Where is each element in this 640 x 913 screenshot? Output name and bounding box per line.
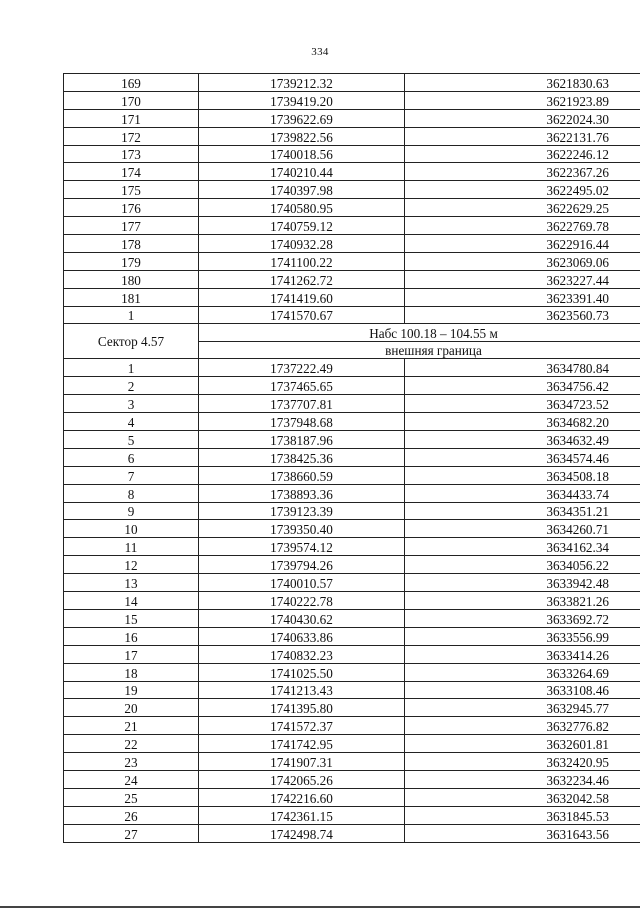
table-row bbox=[64, 735, 640, 753]
y-coordinate: 3623560.73 bbox=[405, 306, 640, 324]
point-number: 180 bbox=[64, 270, 199, 288]
table-row bbox=[64, 592, 640, 610]
y-coordinate: 3632945.77 bbox=[405, 699, 640, 717]
y-coordinate: 3634056.22 bbox=[405, 556, 640, 574]
point-number: 181 bbox=[64, 288, 199, 306]
y-coordinate: 3633942.48 bbox=[405, 574, 640, 592]
y-coordinate: 3631643.56 bbox=[405, 824, 640, 842]
y-coordinate: 3633556.99 bbox=[405, 627, 640, 645]
table-row bbox=[64, 288, 640, 306]
x-coordinate: 1740430.62 bbox=[199, 609, 405, 627]
x-coordinate: 1741100.22 bbox=[199, 252, 405, 270]
point-number: 2 bbox=[64, 377, 199, 395]
table-row bbox=[64, 699, 640, 717]
table-row bbox=[64, 556, 640, 574]
y-coordinate: 3623391.40 bbox=[405, 288, 640, 306]
point-number: 176 bbox=[64, 199, 199, 217]
x-coordinate: 1742361.15 bbox=[199, 806, 405, 824]
table-row bbox=[64, 270, 640, 288]
point-number: 179 bbox=[64, 252, 199, 270]
table-row bbox=[64, 109, 640, 127]
y-coordinate: 3633821.26 bbox=[405, 592, 640, 610]
y-coordinate: 3633692.72 bbox=[405, 609, 640, 627]
x-coordinate: 1741395.80 bbox=[199, 699, 405, 717]
y-coordinate: 3631845.53 bbox=[405, 806, 640, 824]
y-coordinate: 3634433.74 bbox=[405, 484, 640, 502]
x-coordinate: 1741572.37 bbox=[199, 717, 405, 735]
point-number: 21 bbox=[64, 717, 199, 735]
x-coordinate: 1741419.60 bbox=[199, 288, 405, 306]
table-row bbox=[64, 484, 640, 502]
x-coordinate: 1740932.28 bbox=[199, 235, 405, 253]
point-number: 20 bbox=[64, 699, 199, 717]
y-coordinate: 3632042.58 bbox=[405, 788, 640, 806]
x-coordinate: 1739622.69 bbox=[199, 109, 405, 127]
table-row bbox=[64, 663, 640, 681]
y-coordinate: 3634632.49 bbox=[405, 431, 640, 449]
point-number: 9 bbox=[64, 502, 199, 520]
x-coordinate: 1740397.98 bbox=[199, 181, 405, 199]
table-row bbox=[64, 753, 640, 771]
x-coordinate: 1741025.50 bbox=[199, 663, 405, 681]
y-coordinate: 3632234.46 bbox=[405, 770, 640, 788]
point-number: 7 bbox=[64, 466, 199, 484]
table-row bbox=[64, 199, 640, 217]
x-coordinate: 1741742.95 bbox=[199, 735, 405, 753]
table-row bbox=[64, 681, 640, 699]
y-coordinate: 3622916.44 bbox=[405, 235, 640, 253]
point-number: 23 bbox=[64, 753, 199, 771]
y-coordinate: 3622769.78 bbox=[405, 217, 640, 235]
point-number: 25 bbox=[64, 788, 199, 806]
table-row bbox=[64, 235, 640, 253]
x-coordinate: 1740222.78 bbox=[199, 592, 405, 610]
x-coordinate: 1740210.44 bbox=[199, 163, 405, 181]
table-row bbox=[64, 431, 640, 449]
table-row bbox=[64, 770, 640, 788]
point-number: 169 bbox=[64, 74, 199, 92]
y-coordinate: 3633264.69 bbox=[405, 663, 640, 681]
x-coordinate: 1740832.23 bbox=[199, 645, 405, 663]
y-coordinate: 3634162.34 bbox=[405, 538, 640, 556]
table-row bbox=[64, 413, 640, 431]
table-row bbox=[64, 252, 640, 270]
point-number: 11 bbox=[64, 538, 199, 556]
point-number: 14 bbox=[64, 592, 199, 610]
sector-height-label: Набс 100.18 – 104.55 м bbox=[199, 324, 640, 342]
point-number: 8 bbox=[64, 484, 199, 502]
table-row bbox=[64, 466, 640, 484]
table-row bbox=[64, 574, 640, 592]
point-number: 17 bbox=[64, 645, 199, 663]
table-section-top bbox=[64, 74, 640, 324]
point-number: 13 bbox=[64, 574, 199, 592]
y-coordinate: 3622246.12 bbox=[405, 145, 640, 163]
x-coordinate: 1741907.31 bbox=[199, 753, 405, 771]
table-row bbox=[64, 645, 640, 663]
point-number: 24 bbox=[64, 770, 199, 788]
table-row bbox=[64, 609, 640, 627]
table-row bbox=[64, 717, 640, 735]
table-row bbox=[64, 127, 640, 145]
x-coordinate: 1739794.26 bbox=[199, 556, 405, 574]
point-number: 18 bbox=[64, 663, 199, 681]
table-row bbox=[64, 448, 640, 466]
table-row bbox=[64, 806, 640, 824]
x-coordinate: 1739822.56 bbox=[199, 127, 405, 145]
y-coordinate: 3633108.46 bbox=[405, 681, 640, 699]
x-coordinate: 1738187.96 bbox=[199, 431, 405, 449]
sector-header-row bbox=[64, 324, 640, 342]
x-coordinate: 1741262.72 bbox=[199, 270, 405, 288]
x-coordinate: 1740759.12 bbox=[199, 217, 405, 235]
x-coordinate: 1739212.32 bbox=[199, 74, 405, 92]
table-row bbox=[64, 502, 640, 520]
x-coordinate: 1739419.20 bbox=[199, 91, 405, 109]
table-row bbox=[64, 359, 640, 377]
sector-name: Сектор 4.57 bbox=[64, 324, 199, 359]
x-coordinate: 1738660.59 bbox=[199, 466, 405, 484]
point-number: 22 bbox=[64, 735, 199, 753]
y-coordinate: 3634756.42 bbox=[405, 377, 640, 395]
table-row bbox=[64, 627, 640, 645]
table-row bbox=[64, 520, 640, 538]
table-row bbox=[64, 824, 640, 842]
x-coordinate: 1739350.40 bbox=[199, 520, 405, 538]
table-section-bottom bbox=[64, 359, 640, 842]
point-number: 1 bbox=[64, 359, 199, 377]
x-coordinate: 1737707.81 bbox=[199, 395, 405, 413]
y-coordinate: 3622495.02 bbox=[405, 181, 640, 199]
y-coordinate: 3634682.20 bbox=[405, 413, 640, 431]
point-number: 19 bbox=[64, 681, 199, 699]
page-number: 334 bbox=[311, 46, 329, 58]
point-number: 177 bbox=[64, 217, 199, 235]
table-row bbox=[64, 788, 640, 806]
point-number: 16 bbox=[64, 627, 199, 645]
sector-boundary-label: внешняя граница bbox=[199, 341, 640, 359]
table-row bbox=[64, 538, 640, 556]
x-coordinate: 1741570.67 bbox=[199, 306, 405, 324]
x-coordinate: 1737222.49 bbox=[199, 359, 405, 377]
point-number: 172 bbox=[64, 127, 199, 145]
point-number: 5 bbox=[64, 431, 199, 449]
x-coordinate: 1737948.68 bbox=[199, 413, 405, 431]
y-coordinate: 3632601.81 bbox=[405, 735, 640, 753]
y-coordinate: 3634508.18 bbox=[405, 466, 640, 484]
y-coordinate: 3621830.63 bbox=[405, 74, 640, 92]
x-coordinate: 1738893.36 bbox=[199, 484, 405, 502]
x-coordinate: 1742216.60 bbox=[199, 788, 405, 806]
table-row bbox=[64, 181, 640, 199]
y-coordinate: 3634574.46 bbox=[405, 448, 640, 466]
x-coordinate: 1740018.56 bbox=[199, 145, 405, 163]
point-number: 3 bbox=[64, 395, 199, 413]
x-coordinate: 1742498.74 bbox=[199, 824, 405, 842]
y-coordinate: 3634723.52 bbox=[405, 395, 640, 413]
x-coordinate: 1738425.36 bbox=[199, 448, 405, 466]
y-coordinate: 3634780.84 bbox=[405, 359, 640, 377]
x-coordinate: 1741213.43 bbox=[199, 681, 405, 699]
point-number: 4 bbox=[64, 413, 199, 431]
point-number: 1 bbox=[64, 306, 199, 324]
point-number: 10 bbox=[64, 520, 199, 538]
coordinates-table bbox=[63, 73, 640, 843]
table-row bbox=[64, 163, 640, 181]
y-coordinate: 3622024.30 bbox=[405, 109, 640, 127]
table-row bbox=[64, 377, 640, 395]
point-number: 15 bbox=[64, 609, 199, 627]
y-coordinate: 3622367.26 bbox=[405, 163, 640, 181]
y-coordinate: 3621923.89 bbox=[405, 91, 640, 109]
point-number: 175 bbox=[64, 181, 199, 199]
table-row bbox=[64, 145, 640, 163]
point-number: 6 bbox=[64, 448, 199, 466]
point-number: 12 bbox=[64, 556, 199, 574]
table-row bbox=[64, 217, 640, 235]
y-coordinate: 3622629.25 bbox=[405, 199, 640, 217]
point-number: 171 bbox=[64, 109, 199, 127]
x-coordinate: 1740633.86 bbox=[199, 627, 405, 645]
page-bottom-edge bbox=[0, 906, 640, 908]
x-coordinate: 1737465.65 bbox=[199, 377, 405, 395]
point-number: 26 bbox=[64, 806, 199, 824]
point-number: 178 bbox=[64, 235, 199, 253]
table-row bbox=[64, 306, 640, 324]
y-coordinate: 3634351.21 bbox=[405, 502, 640, 520]
y-coordinate: 3623069.06 bbox=[405, 252, 640, 270]
table-row bbox=[64, 74, 640, 92]
x-coordinate: 1740010.57 bbox=[199, 574, 405, 592]
y-coordinate: 3634260.71 bbox=[405, 520, 640, 538]
x-coordinate: 1742065.26 bbox=[199, 770, 405, 788]
y-coordinate: 3633414.26 bbox=[405, 645, 640, 663]
table-row bbox=[64, 395, 640, 413]
y-coordinate: 3622131.76 bbox=[405, 127, 640, 145]
y-coordinate: 3632420.95 bbox=[405, 753, 640, 771]
point-number: 27 bbox=[64, 824, 199, 842]
point-number: 174 bbox=[64, 163, 199, 181]
table-row bbox=[64, 91, 640, 109]
x-coordinate: 1740580.95 bbox=[199, 199, 405, 217]
point-number: 170 bbox=[64, 91, 199, 109]
x-coordinate: 1739574.12 bbox=[199, 538, 405, 556]
sector-header bbox=[64, 324, 640, 359]
point-number: 173 bbox=[64, 145, 199, 163]
x-coordinate: 1739123.39 bbox=[199, 502, 405, 520]
y-coordinate: 3632776.82 bbox=[405, 717, 640, 735]
y-coordinate: 3623227.44 bbox=[405, 270, 640, 288]
